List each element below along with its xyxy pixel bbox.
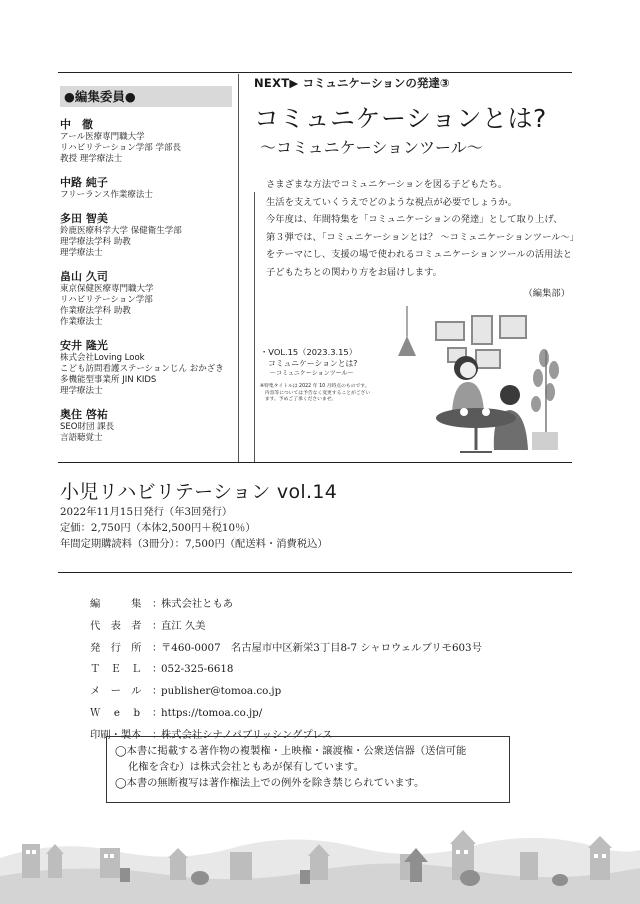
description-line: 子どもたちとの関わり方をお届けします。 xyxy=(266,266,442,278)
member-affiliation: SEO財団 課長 xyxy=(60,422,115,432)
colophon-separator: ： xyxy=(152,619,163,632)
member-affiliation: リハビリテーション学部 学部長 xyxy=(60,143,181,153)
colophon-label: Ｔ Ｅ Ｌ xyxy=(90,663,142,676)
issue-note: 内容等については予告なく変更することがござい xyxy=(260,390,371,396)
copyright-line: ◯本書の無断複写は著作権法上での例外を除き禁じられています。 xyxy=(115,777,425,789)
price: 定価：2,750円（本体2,500円＋税10％） xyxy=(60,522,256,534)
copyright-line: 化権を含む）は株式会社ともあが保有しています。 xyxy=(128,761,365,773)
issue-subtitle: 〜コミュニケーションツール〜 xyxy=(270,370,354,377)
colophon-rule xyxy=(58,572,572,573)
member-affiliation: 作業療法学科 助教 xyxy=(60,306,131,316)
issue-note: ます。予めご了承くださいませ。 xyxy=(260,397,337,402)
committee-member xyxy=(60,118,232,165)
subscription-price: 年間定期購読料（3冊分）：7,500円（配送料・消費税込） xyxy=(60,538,328,550)
copyright-notice xyxy=(106,736,510,803)
copyright-line: ◯本書に掲載する著作物の複製権・上映権・譲渡権・公衆送信器（送信可能 xyxy=(115,745,467,757)
committee-member xyxy=(60,212,232,259)
committee-member xyxy=(60,176,232,201)
colophon-value: publisher@tomoa.co.jp xyxy=(161,685,282,698)
colophon-value: 直江 久美 xyxy=(161,619,206,632)
editorial-committee xyxy=(60,86,232,462)
member-affiliation: 理学療法士 xyxy=(60,248,103,258)
next-issue-label xyxy=(254,76,572,91)
colophon-label: 印刷・製本 xyxy=(90,728,142,741)
colophon-value: 052-325-6618 xyxy=(161,663,234,676)
townscape-decoration xyxy=(0,818,640,904)
top-rule xyxy=(58,72,572,73)
colophon-row xyxy=(90,616,560,638)
colophon-separator: ： xyxy=(152,598,163,610)
description-line: 今年度は、年間特集を「コミュニケーションの発達」として取り上げ、 xyxy=(266,214,563,225)
committee-member xyxy=(60,408,232,444)
member-name: 畠山 久司 xyxy=(60,270,108,283)
next-issue-illustration xyxy=(254,300,572,462)
issue-title: コミュニケーションとは? xyxy=(268,359,358,368)
description-line: さまざまな方法でコミュニケーションを図る子どもたち。 xyxy=(266,179,508,190)
colophon xyxy=(90,594,560,747)
description-line: 生活を支えていくうえでどのような視点が必要でしょうか。 xyxy=(266,196,518,208)
member-affiliation: リハビリテーション学部 xyxy=(60,295,153,305)
member-name: 中 徹 xyxy=(60,118,93,131)
member-affiliation: フリーランス作業療法士 xyxy=(60,190,153,200)
colophon-row xyxy=(90,594,560,616)
next-series: コミュニケーションの発達③ xyxy=(302,76,450,90)
issue-volume: ・VOL.15（2023.3.15） xyxy=(260,347,357,357)
member-affiliation: 株式会社Loving Look xyxy=(60,353,145,363)
publication-date: 2022年11月15日発行（年3回発行） xyxy=(60,506,233,518)
colophon-separator: ： xyxy=(152,706,163,719)
colophon-separator: ： xyxy=(152,728,163,741)
colophon-row xyxy=(90,659,560,681)
next-prefix: NEXT▶ xyxy=(254,76,299,90)
next-title: コミュニケーションとは? xyxy=(254,104,547,133)
column-divider xyxy=(238,74,239,462)
member-affiliation: 言語聴覚士 xyxy=(60,433,103,443)
magazine-title: 小児リハビリテーション vol.14 xyxy=(60,481,338,503)
member-affiliation: 作業療法士 xyxy=(60,317,103,327)
next-subtitle: 〜コミュニケーションツール〜 xyxy=(260,138,483,157)
member-affiliation: 鈴鹿医療科学大学 保健衛生学部 xyxy=(60,226,182,236)
colophon-value: 株式会社ともあ xyxy=(161,598,234,610)
colophon-row xyxy=(90,703,560,725)
member-name: 多田 智美 xyxy=(60,212,108,225)
colophon-label: メ ー ル xyxy=(90,685,142,698)
committee-member xyxy=(60,339,232,397)
member-name: 中路 純子 xyxy=(60,176,108,189)
colophon-label: 代 表 者 xyxy=(90,619,142,632)
issue-info xyxy=(260,346,386,404)
committee-heading: ●編集委員● xyxy=(60,86,232,107)
description-line: 第３弾では、「コミュニケーションとは？ 〜コミュニケーションツール〜」 xyxy=(266,231,580,243)
colophon-label: Ｗ e b xyxy=(90,706,141,719)
next-description xyxy=(254,176,580,281)
middle-rule xyxy=(58,462,572,463)
member-affiliation: 東京保健医療専門職大学 xyxy=(60,284,154,294)
magazine-info xyxy=(60,480,572,552)
member-affiliation: アール医療専門職大学 xyxy=(60,132,145,142)
member-affiliation: こども訪問看護ステーションじん おかざき xyxy=(60,364,224,374)
member-name: 安井 隆光 xyxy=(60,339,108,352)
town-illustration xyxy=(0,818,640,904)
colophon-separator: ： xyxy=(152,685,163,698)
colophon-separator: ： xyxy=(152,663,163,676)
member-affiliation: 多機能型事業所 JIN KIDS xyxy=(60,375,157,385)
member-affiliation: 理学療法士 xyxy=(60,386,103,396)
colophon-label: 発 行 所 xyxy=(90,641,142,654)
committee-member xyxy=(60,270,232,328)
editor-credit: （編集部） xyxy=(523,288,570,299)
colophon-row xyxy=(90,681,560,703)
issue-note: ※特集タイトルは 2022 年 10 月時点のものです。 xyxy=(260,384,370,389)
colophon-value: https://tomoa.co.jp/ xyxy=(161,706,263,719)
colophon-value: 株式会社シナノパブリッシングプレス xyxy=(161,728,333,741)
member-affiliation: 教授 理学療法士 xyxy=(60,154,123,164)
member-name: 奥住 啓祐 xyxy=(60,408,108,421)
colophon-row xyxy=(90,638,560,660)
description-line: をテーマにし、支援の場で使われるコミュニケーションツールの活用法と xyxy=(266,249,573,260)
member-affiliation: 理学療法学科 助教 xyxy=(60,237,131,247)
colophon-label: 編 集 xyxy=(90,598,142,610)
colophon-value: 〒460-0007 名古屋市中区新栄3丁目8-7 シャロウェルブリモ603号 xyxy=(161,641,482,654)
colophon-separator: ： xyxy=(152,641,163,654)
